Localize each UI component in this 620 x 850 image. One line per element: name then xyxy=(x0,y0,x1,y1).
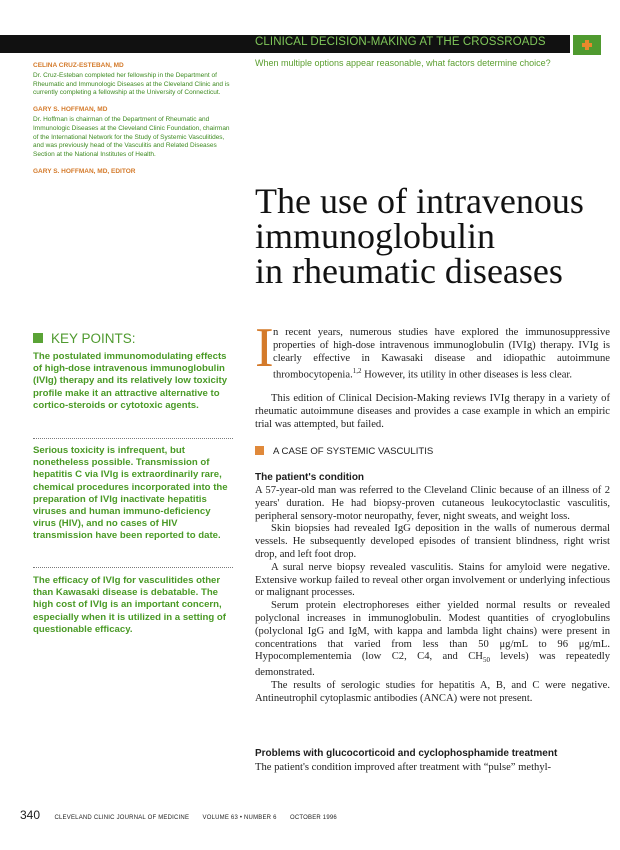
author-bio: Dr. Cruz-Esteban completed her fellowship in the Department of Rheumatic and Immunologic Diseases at the Cleveland Clinic and is currently completing a fellowship at the University of Connecticut. xyxy=(33,71,230,97)
article-title xyxy=(255,181,610,291)
divider xyxy=(33,567,233,568)
title-line: immunoglobulin xyxy=(255,216,496,256)
key-point-1: The postulated immunomodulating effects of high-dose intravenous immunoglobulin (IVIg) therapy and its relatively low toxicity profile make it an attractive alternative to cortico-steroids or cytotoxic agents. xyxy=(33,351,228,411)
author-bio: Dr. Hoffman is chairman of the Department of Rheumatic and Immunologic Diseases at the Cleveland Clinic Foundation, chairman of the International Network for the Study of Systemic Vasculitides, and was previously head of the Vasculitis and Related Diseases Section at the National Institutes of Health. xyxy=(33,115,230,159)
divider xyxy=(33,438,233,439)
key-points-heading: KEY POINTS: xyxy=(33,331,136,346)
cross-icon xyxy=(582,40,592,50)
journal-date: OCTOBER 1996 xyxy=(289,815,337,821)
journal-volume: VOLUME 63 • NUMBER 6 xyxy=(202,815,277,821)
page-number: 340 xyxy=(20,808,41,822)
title-line: The use of intravenous xyxy=(255,181,584,221)
author-bios xyxy=(33,62,233,178)
department-title: CLINICAL DECISION-MAKING AT THE CROSSROADS xyxy=(255,36,546,48)
key-point-2: Serious toxicity is infrequent, but nonetheless possible. Transmission of hepatitis C via IVIg is extraordinarily rare, chemical procedures incorporated into the preparation of IVIg inactivate hepatitis viruses and human immuno-deficiency virus (HIV), and no cases of HIV transmission have been reported to date. xyxy=(33,445,228,542)
drop-cap: I xyxy=(255,317,274,379)
subheading: The patient's condition xyxy=(255,472,365,483)
intro-paragraph-2: This edition of Clinical Decision-Making reviews IVIg therapy in a variety of rheumatic autoimmune diseases and provides a case example in which an empiric trial was attempted, but failed. xyxy=(255,393,610,430)
section-heading: A CASE OF SYSTEMIC VASCULITIS xyxy=(255,446,433,457)
square-bullet-icon xyxy=(33,333,43,343)
square-bullet-icon xyxy=(255,446,264,455)
editor-credit: GARY S. HOFFMAN, MD, EDITOR xyxy=(33,167,136,175)
title-line: in rheumatic diseases xyxy=(255,251,563,291)
key-point-3: The efficacy of IVIg for vasculitides other than Kawasaki disease is debatable. The high cost of IVIg is an important concern, especially when it is utilized in a setting of questionable efficacy. xyxy=(33,575,226,635)
intro-paragraph: n recent years, numerous studies have explored the immunosuppressive properties of high-dose intravenous immunoglobulin (IVIg) therapy. IVIg is clearly effective in Kawasaki disease and idiopathic autoimmune thrombocytopenia.$^{1,2}$ However, its utility in other diseases is less clear. xyxy=(273,327,610,381)
journal-name: CLEVELAND CLINIC JOURNAL OF MEDICINE xyxy=(54,815,190,821)
department-logo xyxy=(573,35,601,55)
page-footer xyxy=(20,806,337,824)
author-name: CELINA CRUZ-ESTEBAN, MD xyxy=(33,62,124,69)
case-body-continued: The patient's condition improved after treatment with “pulse” methyl- xyxy=(255,762,552,773)
case-body: A 57-year-old man was referred to the Cleveland Clinic because of an illness of 2 years' duration. He had biopsy-proven cutaneous leukocytoclastic vasculitis, peripheral sensory-motor neuropathy, fever, night sweats, and weight loss. Skin biopsies had revealed IgG deposition in the walls of numerous dermal vessels. He subsequently developed episodes of transient blindness, right wrist drop, and left foot drop. A sural nerve biopsy revealed vasculitis. Stains for amyloid were negative. Extensive workup failed to reveal other organ involvement or underlying infectious or malignant processes. Serum protein electrophoreses either yielded normal results or revealed polyclonal increases in immunoglobulin. Modest quantities of cryoglobulins (polyclonal IgG and IgM, with kappa and lambda light chains) were present in concentrations that varied from less than 50 μg/mL to 96 μg/mL. Hypocomplementemia (low C2, C4, and $CH_{50}$ levels) was repeatedly demonstrated. The results of serologic studies for hepatitis A, B, and C were negative. Antineutrophil cytoplasmic antibodies (ANCA) were not present. xyxy=(255,485,611,704)
subheading: Problems with glucocorticoid and cyclophosphamide treatment xyxy=(255,748,558,759)
author-name: GARY S. HOFFMAN, MD xyxy=(33,106,108,114)
department-subtitle: When multiple options appear reasonable, what factors determine choice? xyxy=(255,58,551,68)
